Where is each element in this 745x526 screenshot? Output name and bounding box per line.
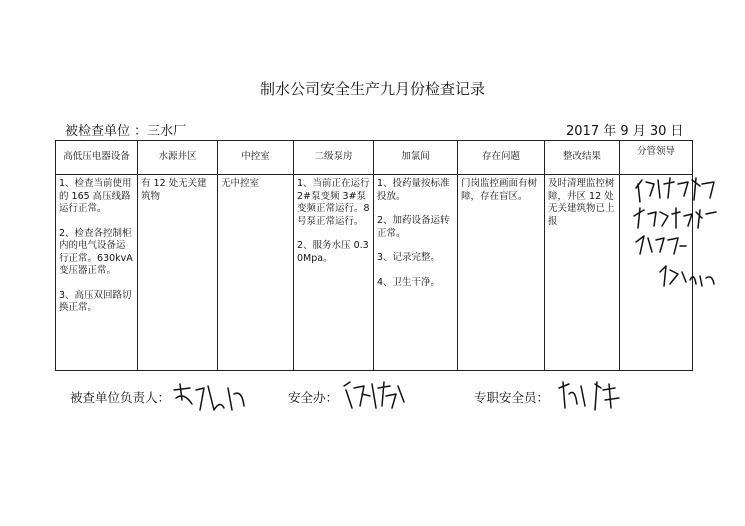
leader-handwritten-comment <box>630 176 720 316</box>
list-item: 2、加药设备运转正常。 <box>377 215 450 239</box>
responsible-label: 被查单位负责人： <box>70 390 171 405</box>
list-item: 1、检查当前使用的 165 高压线路运行正常。 <box>59 178 132 214</box>
list-item: 3、高压双回路切换正常。 <box>59 289 132 313</box>
electrical-cell <box>56 175 138 371</box>
column-header: 二级泵房 <box>294 141 374 175</box>
table-header-row <box>56 141 693 175</box>
safety-officer-signature <box>555 378 625 416</box>
inspected-unit-value: 三水厂 <box>147 124 187 139</box>
column-header: 整改结果 <box>545 141 620 175</box>
control-room-cell <box>218 175 294 371</box>
safety-office-label: 安全办： <box>288 390 339 405</box>
responsible-signature <box>170 380 250 420</box>
column-header: 分管领导 <box>620 141 693 175</box>
list-item: 4、卫生干净。 <box>377 276 441 288</box>
column-header: 加氯间 <box>374 141 458 175</box>
rectification-cell <box>545 175 620 371</box>
pump-room-cell <box>294 175 374 371</box>
list-item: 1、投药量按标准投放。 <box>377 178 450 202</box>
chlorination-cell <box>374 175 458 371</box>
document-title: 制水公司安全生产九月份检查记录 <box>259 80 485 98</box>
inspection-table <box>55 140 693 371</box>
list-item: 2、服务水压 0.30Mpa。 <box>297 240 369 264</box>
column-header: 存在问题 <box>458 141 545 175</box>
water-source-cell <box>138 175 218 371</box>
list-item: 无中控室 <box>221 178 260 189</box>
table-row <box>56 175 693 371</box>
list-item: 1、当前正在运行 2#泵变频 3#泵变频正常运行。8 号泵正常运行。 <box>297 178 370 227</box>
list-item: 门岗监控画面有树障，存在盲区。 <box>461 178 538 202</box>
record-date: 2017 年 9 月 30 日 <box>566 124 684 139</box>
inspected-unit: 被检查单位 ：三水厂 <box>65 124 187 139</box>
list-item: 3、记录完整。 <box>377 252 441 263</box>
column-header: 中控室 <box>218 141 294 175</box>
safety-office-signature <box>340 378 410 416</box>
list-item: 2、检查各控制柜内的电气设备运行正常。630kvA 变压器正常。 <box>59 227 133 276</box>
list-item: 及时清理监控树障，井区 12 处无关建筑物已上报 <box>548 178 615 227</box>
column-header: 高低压电器设备 <box>56 141 138 175</box>
list-item: 有 12 处无关建筑物 <box>141 178 207 202</box>
inspected-unit-label: 被检查单位 <box>65 124 131 139</box>
column-header: 水源井区 <box>138 141 218 175</box>
problems-cell <box>458 175 545 371</box>
safety-officer-label: 专职安全员： <box>474 390 550 405</box>
